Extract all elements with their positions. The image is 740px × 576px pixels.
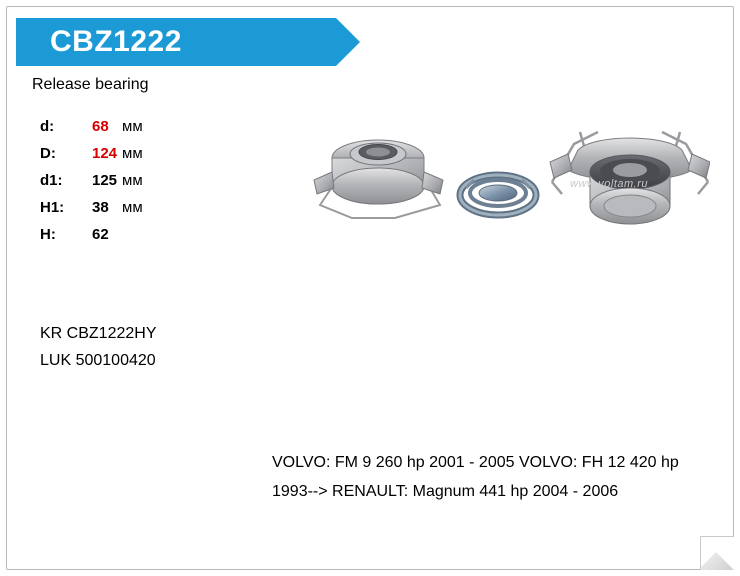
list-item: KR CBZ1222HY [40,325,157,342]
page-title: CBZ1222 [50,25,182,58]
vehicle-applications-text: VOLVO: FM 9 260 hp 2001 - 2005 VOLVO: FH 12 420 hp 1993--> RENAULT: Magnum 441 hp 2004 - 2006 [272,454,679,500]
table-row [40,113,143,140]
release-bearing-illustration-icon [300,110,710,250]
spec-value: 68 [92,118,109,135]
spec-unit: мм [122,145,143,162]
header-banner [16,18,360,66]
spec-value: 38 [92,199,109,216]
spec-unit: мм [122,199,143,216]
spec-value: 124 [92,145,118,162]
spec-label: d: [40,118,55,135]
spec-unit [117,221,143,248]
spec-value: 125 [92,172,118,189]
cross-reference-list [40,320,157,374]
spec-label: H: [40,226,56,243]
watermark-text: www.voltam.ru [570,178,649,190]
spec-label: D: [40,145,56,162]
spec-unit: мм [122,118,143,135]
corner-fold-decoration [700,536,734,570]
spec-label: H1: [40,199,65,216]
spec-label: d1: [40,172,63,189]
specifications-table [40,113,143,248]
table-row [40,194,143,221]
list-item: LUK 500100420 [40,352,156,369]
product-subtitle: Release bearing [32,76,149,93]
table-row [40,167,143,194]
table-row [40,140,143,167]
product-photo [300,110,710,250]
spec-value: 62 [92,226,109,243]
spec-unit: мм [122,172,143,189]
table-row [40,221,143,248]
